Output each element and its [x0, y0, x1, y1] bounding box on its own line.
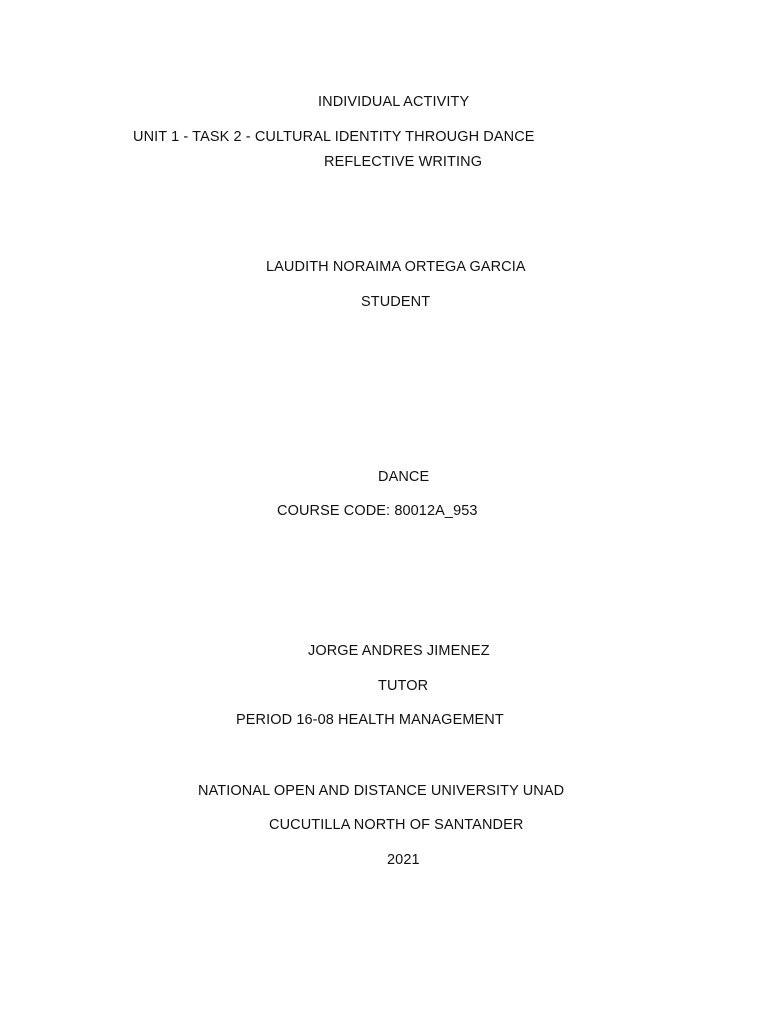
tutor-role: TUTOR [378, 678, 429, 694]
course-code: COURSE CODE: 80012A_953 [277, 503, 478, 519]
student-name: LAUDITH NORAIMA ORTEGA GARCIA [266, 259, 526, 275]
course-name: DANCE [378, 469, 430, 485]
student-role: STUDENT [361, 294, 431, 310]
year: 2021 [387, 852, 420, 868]
location: CUCUTILLA NORTH OF SANTANDER [269, 817, 524, 833]
activity-type: INDIVIDUAL ACTIVITY [318, 94, 470, 110]
task-title: UNIT 1 - TASK 2 - CULTURAL IDENTITY THROUGH DANCE [133, 129, 535, 145]
period: PERIOD 16-08 HEALTH MANAGEMENT [236, 712, 504, 728]
task-subtitle: REFLECTIVE WRITING [324, 154, 483, 170]
university: NATIONAL OPEN AND DISTANCE UNIVERSITY UNAD [198, 783, 565, 799]
tutor-name: JORGE ANDRES JIMENEZ [308, 643, 490, 659]
